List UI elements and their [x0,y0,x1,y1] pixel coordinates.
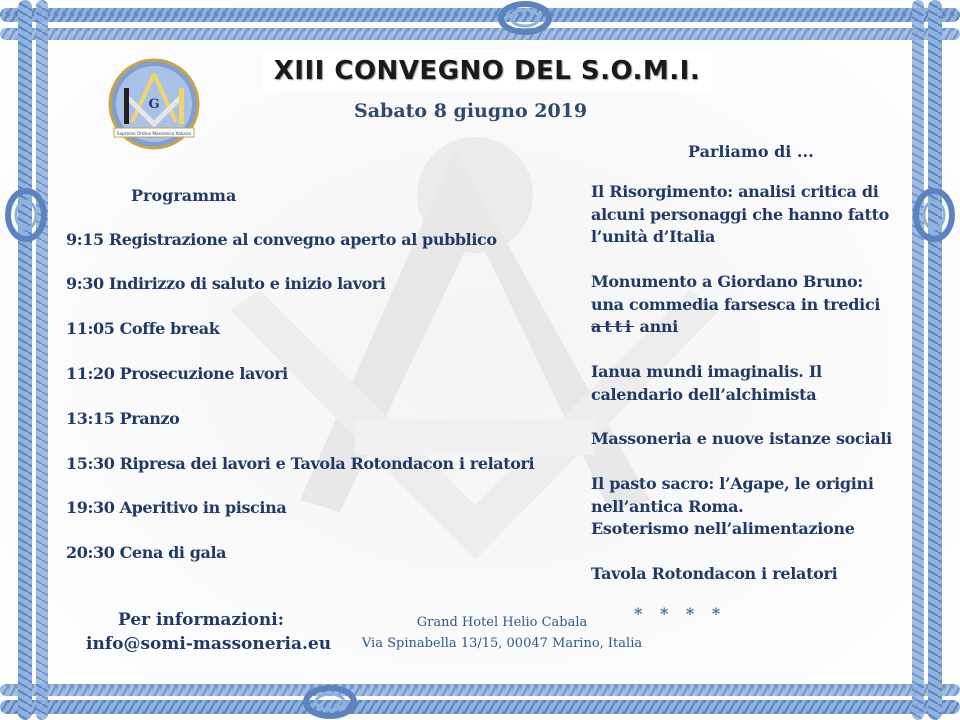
schedule-item: 20:30 Cena di gala [66,543,227,562]
schedule-item: 13:15 Pranzo [66,409,180,428]
struck-text: atti [591,317,635,336]
topic-item: Ianua mundi imaginalis. Il calendario dell’alchimista [591,362,822,404]
parliamo-heading: Parliamo di ... [688,142,814,161]
programma-heading: Programma [131,186,237,205]
somi-logo [108,58,200,150]
topic-item: Il Risorgimento: analisi critica di alcuni personaggi che hanno fatto l’unità d’Italia [591,182,890,246]
info-heading: Per informazioni: [118,610,284,630]
schedule-item: 19:30 Aperitivo in piscina [66,498,287,517]
schedule-item: 9:15 Registrazione al convegno aperto al pubblico [66,230,497,249]
topic-item: Massoneria e nuove istanze sociali [591,429,892,448]
topic-item: Monumento a Giordano Bruno: una commedia farsesca in tredici atti anni [591,272,881,336]
stars-decoration: * * * * [634,604,727,623]
topic-item: Il pasto sacro: l’Agape, le origini nell’antica Roma. Esoterismo nell’alimentazione [591,474,874,538]
schedule-item: 11:20 Prosecuzione lavori [66,364,288,383]
page-title: XIII CONVEGNO DEL S.O.M.I. [262,50,712,92]
info-email-link[interactable]: info@somi-massoneria.eu [86,634,332,654]
logo-ribbon-text: Supremo Ordine Massonico Italiano [116,131,192,136]
venue-block [352,612,652,654]
topic-item: Tavola Rotondacon i relatori [591,564,838,583]
schedule-item: 11:05 Coffe break [66,319,220,338]
venue-address: Via Spinabella 13/15, 00047 Marino, Italia [361,636,643,651]
schedule-item: 9:30 Indirizzo di saluto e inizio lavori [66,274,386,293]
event-date: Sabato 8 giugno 2019 [354,100,588,122]
logo-letter: G [148,97,160,112]
schedule-item: 15:30 Ripresa dei lavori e Tavola Rotondacon i relatori [66,454,535,473]
venue-name: Grand Hotel Helio Cabala [416,615,588,630]
